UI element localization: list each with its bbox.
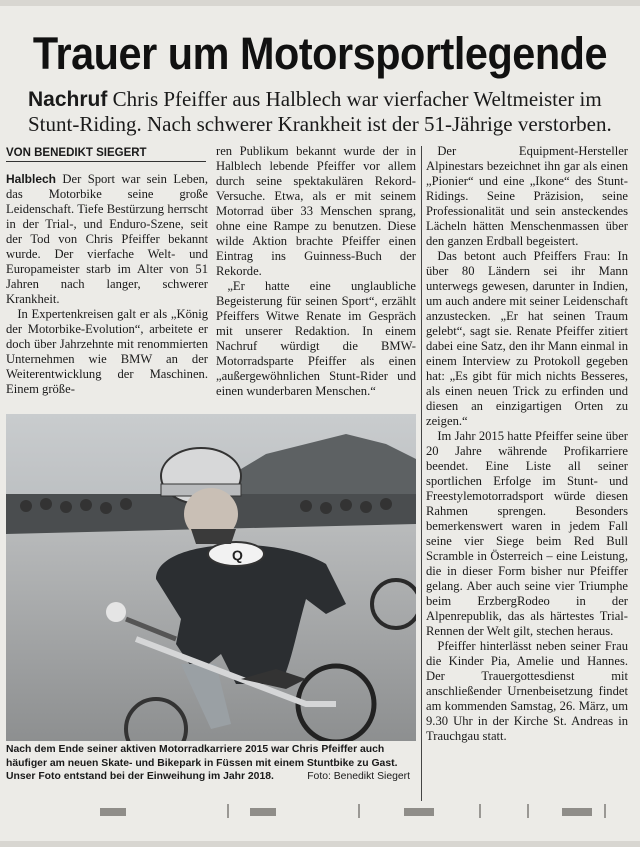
paragraph: Das betont auch Pfeiffers Frau: In über 80 Ländern sei ihr Mann unterwegs gewesen, darunter in Indien, um auch andere mit seiner Leidenschaft anzustecken. „Er hat seinen Traum gelebt“, sagt sie. Renate Pfeiffer zitiert dabei eine Satz, den ihr Mann einmal in einem Interview zu Protokoll gegeben hat: „Es gibt für mich nichts Besseres, als einen neuen Trick zu erfinden und diesen an einzigartigen Orten zu zeigen.“ — [426, 249, 628, 428]
fold-mark — [527, 804, 529, 818]
rider-photo — [6, 414, 416, 741]
headline: Trauer um Motorsportlegende — [32, 28, 608, 79]
article-column-3 — [426, 144, 628, 744]
fold-mark — [227, 804, 229, 818]
article-photo — [6, 414, 416, 741]
paragraph: Im Jahr 2015 hatte Pfeiffer seine über 20 Jahre währende Profikarriere beendet. Eine Liste all seiner sportlichen Erfolge im Stunt- und Freestylemotorradsport würde diesen Rahmen sprengen. Besonders bemerkenswert waren in jedem Fall seine vier Siege beim Red Bull Scramble in Österreich – eine Leistung, die in dieser Form bisher nur Pfeiffer gelang. Aber auch seine vier Triumphe beim ErzbergRodeo in der Alpenrepublik, das als härtestes Trial-Rennen der Welt gilt, stechen heraus. — [426, 429, 628, 638]
fold-mark — [479, 804, 481, 818]
paragraph-text: Der Sport war sein Leben, das Motorbike seine große Leidenschaft. Tiefe Bestürzung herrscht in der Trial-, und Enduro-Szene, seit der Tod von Chris Pfeiffer bekannt wurde. Der vierfache Welt- und Europameister starb im Alter von 51 Jahren nach langer, schwerer Krankheit. — [6, 172, 208, 306]
photo-caption — [6, 743, 416, 784]
paragraph: Pfeiffer hinterlässt neben seiner Frau die Kinder Pia, Amelie und Hannes. Der Trauergottesdienst mit anschließender Urnenbeisetzung findet am kommenden Samstag, 26. März, um 9.30 Uhr in der Kirche St. Andreas in Trauchgau statt. — [426, 639, 628, 743]
fold-mark — [100, 808, 126, 816]
column-divider — [421, 146, 422, 801]
fold-marks — [0, 802, 640, 822]
subhead-text: Chris Pfeiffer aus Halblech war vierfacher Weltmeister im Stunt-Riding. Nach schwerer Krankheit ist der 51-Jährige verstorben. — [28, 87, 612, 136]
bib-letter: Q — [232, 547, 243, 563]
paragraph — [6, 172, 208, 307]
paragraph: „Er hatte eine unglaubliche Begeisterung für seinen Sport“, erzählt Pfeiffers Witwe Renate im Gespräch mit unserer Redaktion. In einem Nachruf würdigt die BMW-Motorradsparte Pfeiffer als einen „außergewöhnlichen Stunt-Rider und einen wunderbaren Menschen.“ — [216, 279, 416, 398]
fold-mark — [604, 804, 606, 818]
byline: VON BENEDIKT SIEGERT — [6, 147, 206, 162]
photo-credit: Foto: Benedikt Siegert — [307, 771, 410, 782]
article-column-2 — [216, 144, 416, 399]
paragraph: ren Publikum bekannt wurde der in Halblech lebende Pfeiffer vor allem durch seine spektakulären Rekord-Versuche. Etwa, als er mit seinem Motorrad über 33 Menschen sprang, ohne eine Rampe zu benutzen. Diese wilde Aktion brachte Pfeiffer einen Eintrag ins Guinness-Buch der Rekorde. — [216, 144, 416, 278]
paragraph: Der Equipment-Hersteller Alpinestars bezeichnet ihn gar als einen „Pionier“ und eine „Ikone“ des Stunt-Ridings. Seine Präzision, seine Professionalität und sein ansteckendes Lächeln hätten Menschenmassen über den ganzen Erdball begeistert. — [426, 144, 628, 248]
dateline: Halblech — [6, 172, 57, 186]
subhead-kicker: Nachruf — [28, 88, 108, 111]
fold-mark — [404, 808, 434, 816]
article-column-1 — [6, 172, 208, 397]
caption-text: Nach dem Ende seiner aktiven Motorradkarriere 2015 war Chris Pfeiffer auch häufiger am neuen Skate- und Bikepark in Füssen mit einem Stuntbike zu Gast. Unser Foto entstand bei der Einweihung im Jahr 2018. — [6, 744, 398, 782]
fold-mark — [358, 804, 360, 818]
subheadline — [28, 87, 618, 136]
newspaper-clipping — [0, 6, 640, 841]
fold-mark — [250, 808, 276, 816]
fold-mark — [562, 808, 592, 816]
paragraph: In Expertenkreisen galt er als „König der Motorbike-Evolution“, arbeitete er doch über Jahrzehnte mit renommierten Unternehmen wie BMW an der Weiterentwicklung der Maschinen. Einem größe- — [6, 307, 208, 396]
